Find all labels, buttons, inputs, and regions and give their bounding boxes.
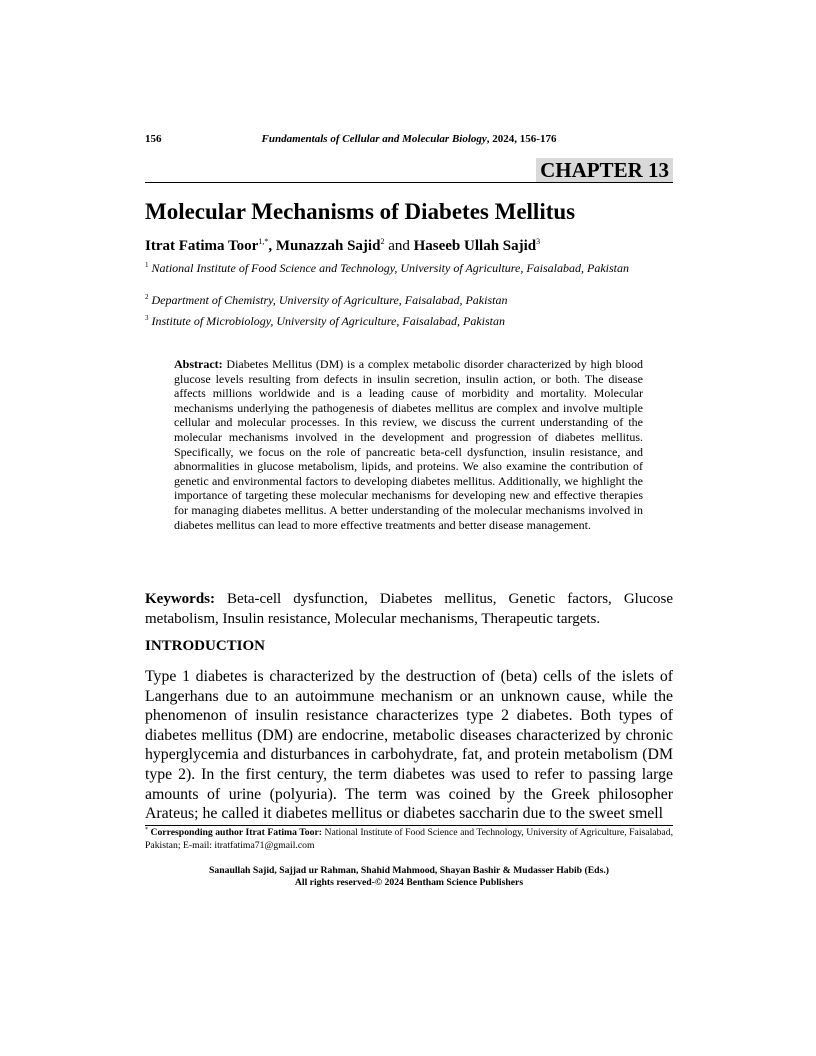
copyright-line: All rights reserved-© 2024 Bentham Science Publishers (294, 877, 524, 888)
footnote-label: Corresponding author Itrat Fatima Toor: (148, 827, 323, 838)
affiliation-superscript: 2 (145, 293, 149, 301)
author-name: Munazzah Sajid (275, 238, 381, 254)
affiliation-text: National Institute of Food Science and Technology, University of Agriculture, Faisalabad, Pakistan (148, 261, 630, 275)
author-superscript: 2 (380, 237, 385, 246)
affiliation-superscript: 1 (145, 261, 149, 269)
footnote-text: National Institute of Food Science and Technology, University of Agriculture, Faisalabad, Pakistan; E-mail: itratfatima71@gmail.com (145, 827, 673, 851)
affiliation-3 (145, 314, 673, 329)
keywords-label: Keywords: (145, 591, 215, 607)
abstract-text: Diabetes Mellitus (DM) is a complex metabolic disorder characterized by high blood glucose levels resulting from defects in insulin secretion, insulin action, or both. The disease affects millions worldwide and is a leading cause of morbidity and mortality. Molecular mechanisms underlying the pathogenesis of diabetes mellitus are complex and involve multiple cellular and molecular processes. In this review, we discuss the current understanding of the molecular mechanisms involved in the development and progression of diabetes mellitus. Specifically, we focus on the role of pancreatic beta-cell dysfunction, insulin resistance, and abnormalities in glucose metabolism, lipids, and proteins. We also examine the contribution of genetic and environmental factors to developing diabetes mellitus. Additionally, we highlight the importance of targeting these molecular mechanisms for developing new and effective therapies for managing diabetes mellitus. A better understanding of the molecular mechanisms involved in diabetes mellitus can lead to more effective treatments and better disease management. (174, 357, 643, 532)
footnote (145, 827, 673, 852)
author-separator: and (384, 238, 414, 254)
header-rule (145, 182, 673, 183)
journal-title: Fundamentals of Cellular and Molecular Biology (261, 133, 487, 145)
affiliation-2 (145, 293, 673, 308)
publisher-info (145, 865, 673, 889)
introduction-paragraph: Type 1 diabetes is characterized by the destruction of (beta) cells of the islets of Langerhans due to an autoimmune mechanism or an unknown cause, while the phenomenon of insulin resistance characterizes type 2 diabetes. Both types of diabetes mellitus (DM) are endocrine, metabolic diseases characterized by chronic hyperglycemia and disturbances in carbohydrate, fat, and protein metabolism (DM type 2). In the first century, the term diabetes was used to refer to passing large amounts of urine (polyuria). The term was coined by the Greek philosopher Arateus; he called it diabetes mellitus or diabetes saccharin due to the sweet smell (145, 668, 673, 823)
author-separator: , (268, 238, 276, 254)
author-name: Haseeb Ullah Sajid (413, 238, 537, 254)
author-superscript: 1,* (258, 237, 269, 246)
journal-citation (145, 133, 673, 145)
abstract (174, 357, 643, 532)
page-number: 156 (145, 133, 162, 145)
chapter-label: CHAPTER 13 (536, 158, 673, 182)
keywords (145, 589, 673, 629)
abstract-label: Abstract: (174, 357, 223, 371)
affiliation-text: Department of Chemistry, University of Agriculture, Faisalabad, Pakistan (148, 293, 508, 307)
author-list (145, 236, 540, 256)
editors-line: Sanaullah Sajid, Sajjad ur Rahman, Shahid Mahmood, Shayan Bashir & Mudasser Habib (Eds.) (208, 865, 609, 876)
affiliation-1 (145, 261, 673, 276)
running-header (145, 133, 673, 149)
section-heading-introduction: INTRODUCTION (145, 638, 266, 654)
article-title: Molecular Mechanisms of Diabetes Mellitus (145, 199, 576, 224)
author-name: Itrat Fatima Toor (145, 238, 259, 254)
footnote-rule (145, 825, 673, 826)
journal-volume-info: , 2024, 156-176 (486, 133, 557, 145)
keywords-text: Beta-cell dysfunction, Diabetes mellitus, Genetic factors, Glucose metabolism, Insulin resistance, Molecular mechanisms, Therapeutic targets. (145, 591, 673, 627)
affiliation-text: Institute of Microbiology, University of Agriculture, Faisalabad, Pakistan (148, 314, 506, 328)
author-superscript: 3 (536, 237, 541, 246)
affiliation-superscript: 3 (145, 314, 149, 322)
footnote-marker: * (145, 826, 148, 833)
